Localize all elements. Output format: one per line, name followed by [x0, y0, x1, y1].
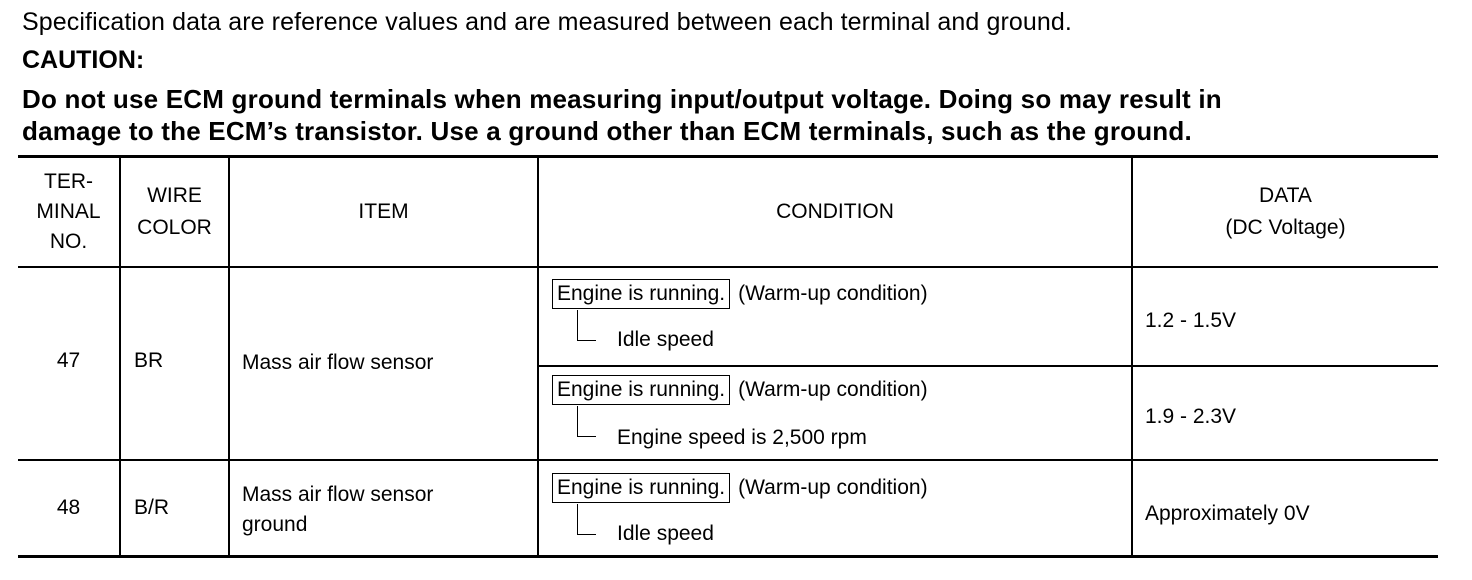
terminal-data-table	[18, 155, 1438, 558]
condition-engine-running: Engine is running. (Warm-up condition)	[552, 375, 928, 405]
header-item: ITEM	[358, 200, 409, 223]
condition-sub-engine-speed: Engine speed is 2,500 rpm	[617, 426, 867, 449]
condition-engine-running: Engine is running. (Warm-up condition)	[552, 473, 928, 503]
data-approximately-0v: Approximately 0V	[1145, 502, 1310, 525]
header-wire-color: WIRE COLOR	[137, 184, 212, 239]
caution-title: CAUTION:	[22, 46, 145, 74]
row-divider-rule	[18, 459, 1438, 461]
condition-sub-idle-speed: Idle speed	[617, 522, 714, 545]
header-terminal-no: TER- MINAL NO.	[36, 170, 101, 253]
terminal-47: 47	[56, 349, 81, 372]
condition-engine-running: Engine is running. (Warm-up condition)	[552, 279, 928, 309]
item-mass-air-flow-sensor: Mass air flow sensor	[242, 351, 434, 374]
caution-line-1: Do not use ECM ground terminals when measuring input/output voltage. Doing so may result in	[22, 84, 1222, 114]
branch-connector	[577, 504, 596, 535]
caution-line-2: damage to the ECM’s transistor. Use a ground other than ECM terminals, such as the ground.	[22, 116, 1192, 146]
intro-text: Specification data are reference values and are measured between each terminal and ground.	[22, 8, 1072, 36]
branch-connector	[577, 406, 596, 437]
terminal-48: 48	[56, 496, 81, 519]
header-condition: CONDITION	[776, 200, 894, 223]
wire-color-br: BR	[134, 349, 164, 372]
table-bottom-rule	[18, 555, 1438, 558]
row47-split-rule	[537, 365, 1438, 367]
header-data: DATA (DC Voltage)	[1225, 184, 1346, 239]
data-1-2-1-5v: 1.2 - 1.5V	[1145, 309, 1237, 332]
condition-sub-idle-speed: Idle speed	[617, 328, 714, 351]
wire-color-b-r: B/R	[134, 496, 170, 519]
header-bottom-rule	[18, 266, 1438, 268]
data-1-9-2-3v: 1.9 - 2.3V	[1145, 405, 1237, 428]
branch-connector	[577, 310, 596, 341]
item-mass-air-flow-sensor-ground: Mass air flow sensor ground	[242, 483, 434, 536]
